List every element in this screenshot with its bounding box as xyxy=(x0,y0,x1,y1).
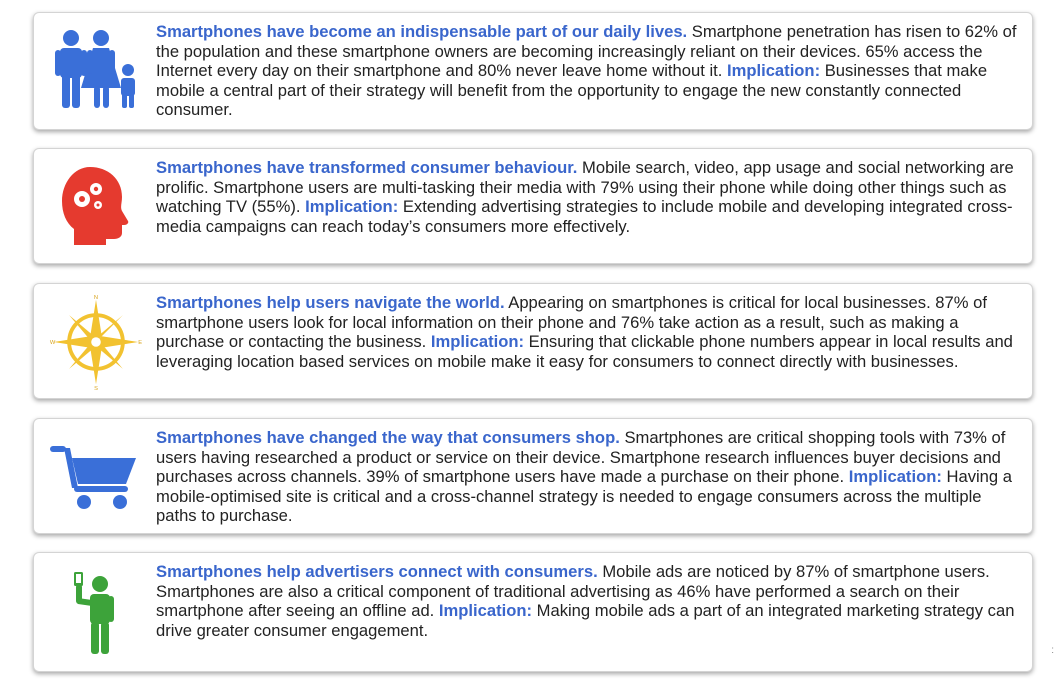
implication-label: Implication: xyxy=(430,332,525,352)
compass-letter-n: N xyxy=(93,294,99,301)
insight-text xyxy=(156,158,1022,236)
implication-text: Making mobile ads a part of an integrated marketing strategy can drive greater consumer engagement. xyxy=(156,601,1015,640)
insight-text xyxy=(156,562,1022,640)
insight-card-shop xyxy=(33,418,1033,534)
insight-card-navigate-world xyxy=(33,283,1033,399)
compass-icon xyxy=(48,292,144,392)
implication-text: Businesses that make mobile a central part of their strategy will benefit from the opportunity to engage the new constantly connected consumer. xyxy=(156,61,988,120)
person-with-phone-icon xyxy=(48,565,144,661)
insight-body: Smartphone penetration has risen to 62% of the population and these smartphone owners are becoming increasingly reliant on their devices. 65% access the Internet every day on their smartphone and 80% never leave home without it. xyxy=(156,22,1017,81)
compass-letter-s: S xyxy=(94,386,98,392)
implication-text: Extending advertising strategies to include mobile and developing integrated cross-media campaigns can reach today’s consumers more effectively. xyxy=(156,197,1013,236)
insight-card-consumer-behaviour xyxy=(33,148,1033,264)
insight-body: Mobile search, video, app usage and social networking are prolific. Smartphone users are multi-tasking their media with 79% using their phone while doing other things such as watching TV (55%). xyxy=(156,158,1014,217)
insight-heading: Smartphones have changed the way that consumers shop. xyxy=(156,428,620,447)
insight-body: Mobile ads are noticed by 87% of smartphone users. Smartphones are also a critical component of traditional advertising as 46% have performed a search on their smartphone after seeing an offline ad. xyxy=(156,562,990,621)
implication-label: Implication: xyxy=(848,467,942,487)
implication-label: Implication: xyxy=(726,61,821,81)
compass-letter-e: E xyxy=(138,339,143,346)
insight-text xyxy=(156,293,1022,371)
insight-text xyxy=(156,22,1022,120)
insight-heading: Smartphones have transformed consumer behaviour. xyxy=(156,158,578,177)
implication-label: Implication: xyxy=(438,601,533,621)
compass-letter-w: W xyxy=(49,339,56,346)
shopping-cart-icon xyxy=(48,433,144,521)
insight-body: Appearing on smartphones is critical for local businesses. 87% of smartphone users look for local information on their phone and 76% take action as a result, such as making a purchase or contacting the business. xyxy=(156,293,987,352)
family-icon xyxy=(48,25,144,117)
implication-label: Implication: xyxy=(305,197,399,217)
insight-card-advertisers xyxy=(33,552,1033,672)
insight-card-daily-lives xyxy=(33,12,1033,130)
implication-text: Ensuring that clickable phone numbers appear in local results and leveraging location based services on mobile make it easy for consumers to connect directly with businesses. xyxy=(156,332,1013,371)
insight-text xyxy=(156,428,1022,526)
corner-mark: : xyxy=(1051,645,1054,656)
implication-text: Having a mobile-optimised site is critical and a cross-channel strategy is needed to engage consumers across the multiple paths to purchase. xyxy=(156,467,1012,526)
insight-heading: Smartphones help users navigate the world. xyxy=(156,293,505,312)
insight-heading: Smartphones help advertisers connect with consumers. xyxy=(156,562,598,581)
head-gears-icon xyxy=(48,159,144,251)
insight-body: Smartphones are critical shopping tools with 73% of users having researched a product or service on their device. Smartphone research influences buyer decisions and purchases across channels. 39% of smartphone users have made a purchase on their phone. xyxy=(156,428,1006,487)
insight-heading: Smartphones have become an indispensable part of our daily lives. xyxy=(156,22,688,41)
